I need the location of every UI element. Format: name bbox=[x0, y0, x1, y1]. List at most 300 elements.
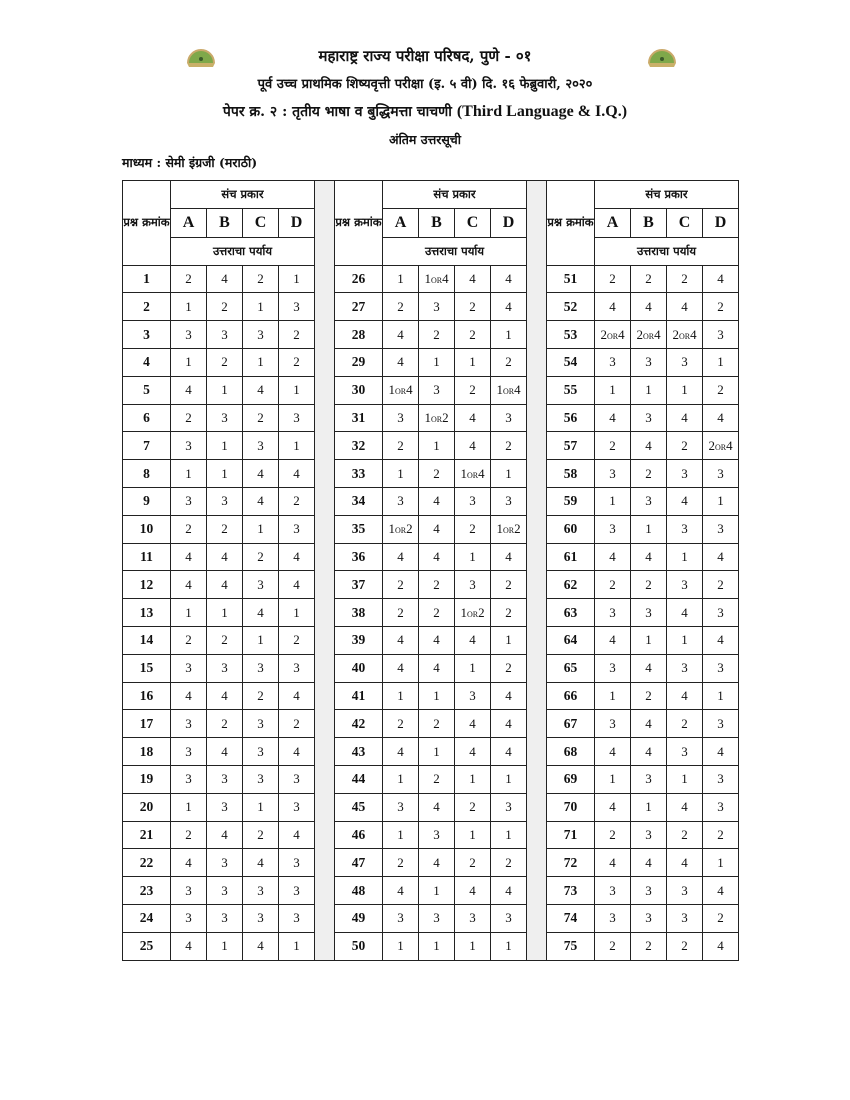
answer-set-a: 3 bbox=[383, 904, 419, 932]
answer-set-a: 2 bbox=[595, 265, 631, 293]
answer-set-a: 3 bbox=[171, 710, 207, 738]
answer-set-b: 1 bbox=[207, 599, 243, 627]
answer-set-d: 4 bbox=[279, 543, 315, 571]
answer-set-d: 3 bbox=[491, 404, 527, 432]
question-number: 3 bbox=[123, 321, 171, 349]
table-row bbox=[123, 932, 739, 960]
set-letter-d: D bbox=[703, 208, 739, 237]
answer-set-c: 1 bbox=[455, 932, 491, 960]
answer-set-a: 1 bbox=[171, 293, 207, 321]
answer-set-d: 4 bbox=[491, 543, 527, 571]
answer-set-a: 3 bbox=[595, 348, 631, 376]
question-number: 32 bbox=[335, 432, 383, 460]
question-number: 43 bbox=[335, 738, 383, 766]
answer-set-b: 2or4 bbox=[631, 321, 667, 349]
answer-set-c: 2 bbox=[243, 543, 279, 571]
answer-set-d: 4 bbox=[279, 460, 315, 488]
answer-set-c: 1 bbox=[243, 626, 279, 654]
answer-set-d: 4 bbox=[491, 682, 527, 710]
answer-set-d: 1 bbox=[703, 348, 739, 376]
set-letter-b: B bbox=[207, 208, 243, 237]
answer-set-b: 3 bbox=[631, 904, 667, 932]
answer-set-a: 4 bbox=[171, 376, 207, 404]
answer-set-b: 1 bbox=[419, 877, 455, 905]
answer-set-d: 2 bbox=[491, 571, 527, 599]
answer-set-b: 4 bbox=[419, 543, 455, 571]
answer-set-b: 4 bbox=[207, 738, 243, 766]
question-number: 49 bbox=[335, 904, 383, 932]
answer-set-c: 1 bbox=[455, 543, 491, 571]
answer-set-c: 3 bbox=[243, 571, 279, 599]
answer-set-a: 2 bbox=[171, 821, 207, 849]
answer-set-d: 4 bbox=[703, 543, 739, 571]
answer-set-c: 3 bbox=[243, 738, 279, 766]
or-separator: or bbox=[430, 412, 443, 425]
answer-set-b: 4 bbox=[631, 738, 667, 766]
answer-set-c: 2 bbox=[455, 849, 491, 877]
answer-set-a: 2 bbox=[383, 571, 419, 599]
answer-set-a: 4 bbox=[595, 404, 631, 432]
answer-set-d: 3 bbox=[703, 654, 739, 682]
table-row bbox=[123, 599, 739, 627]
answer-set-a: 3 bbox=[595, 515, 631, 543]
set-letter-a: A bbox=[595, 208, 631, 237]
question-number: 1 bbox=[123, 265, 171, 293]
table-row bbox=[123, 821, 739, 849]
question-number-header: प्रश्न क्रमांक bbox=[335, 181, 383, 266]
or-separator: or bbox=[714, 440, 727, 453]
answer-set-d: 4 bbox=[703, 932, 739, 960]
or-separator: or bbox=[430, 273, 443, 286]
question-number: 58 bbox=[547, 460, 595, 488]
answer-set-c: 2or4 bbox=[667, 321, 703, 349]
table-row bbox=[123, 460, 739, 488]
question-number: 42 bbox=[335, 710, 383, 738]
set-letter-d: D bbox=[279, 208, 315, 237]
answer-set-c: 4 bbox=[667, 599, 703, 627]
answer-set-c: 3 bbox=[667, 571, 703, 599]
answer-set-b: 1 bbox=[207, 432, 243, 460]
answer-set-a: 1 bbox=[383, 682, 419, 710]
table-row bbox=[123, 710, 739, 738]
question-number: 75 bbox=[547, 932, 595, 960]
answer-set-b: 1 bbox=[631, 376, 667, 404]
answer-set-c: 3 bbox=[667, 738, 703, 766]
answer-set-d: 3 bbox=[279, 515, 315, 543]
table-row bbox=[123, 543, 739, 571]
answer-set-d: 4 bbox=[491, 293, 527, 321]
answer-set-a: 3 bbox=[171, 432, 207, 460]
answer-set-c: 1 bbox=[455, 821, 491, 849]
or-separator: or bbox=[394, 524, 407, 537]
question-number: 55 bbox=[547, 376, 595, 404]
answer-option-header: उत्तराचा पर्याय bbox=[383, 237, 527, 265]
answer-set-b: 3 bbox=[631, 599, 667, 627]
question-number: 2 bbox=[123, 293, 171, 321]
question-number: 45 bbox=[335, 793, 383, 821]
answer-set-a: 4 bbox=[383, 348, 419, 376]
question-number: 15 bbox=[123, 654, 171, 682]
answer-set-c: 1 bbox=[243, 348, 279, 376]
answer-set-a: 2 bbox=[383, 849, 419, 877]
answer-set-a: 1or2 bbox=[383, 515, 419, 543]
or-separator: or bbox=[394, 385, 407, 398]
organization-title: महाराष्ट्र राज्य परीक्षा परिषद, पुणे - ०१ bbox=[318, 47, 532, 65]
medium-label: माध्यम : सेमी इंग्रजी (मराठी) bbox=[122, 155, 258, 170]
question-number: 61 bbox=[547, 543, 595, 571]
answer-set-a: 3 bbox=[383, 487, 419, 515]
question-number: 59 bbox=[547, 487, 595, 515]
answer-set-b: 3 bbox=[631, 877, 667, 905]
answer-set-b: 3 bbox=[419, 821, 455, 849]
question-number: 62 bbox=[547, 571, 595, 599]
answer-set-c: 1 bbox=[455, 765, 491, 793]
answer-set-c: 2 bbox=[455, 515, 491, 543]
question-number: 9 bbox=[123, 487, 171, 515]
answer-set-b: 4 bbox=[207, 543, 243, 571]
answer-set-c: 4 bbox=[667, 849, 703, 877]
answer-set-c: 1 bbox=[667, 376, 703, 404]
answer-set-b: 3 bbox=[207, 487, 243, 515]
answer-set-d: 4 bbox=[703, 404, 739, 432]
answer-set-d: 3 bbox=[279, 404, 315, 432]
answer-set-b: 3 bbox=[207, 321, 243, 349]
answer-set-d: 4 bbox=[491, 877, 527, 905]
answer-set-c: 3 bbox=[243, 765, 279, 793]
answer-set-b: 1 bbox=[419, 738, 455, 766]
table-row bbox=[123, 265, 739, 293]
question-number: 47 bbox=[335, 849, 383, 877]
question-number: 44 bbox=[335, 765, 383, 793]
answer-set-c: 4 bbox=[455, 626, 491, 654]
question-number: 73 bbox=[547, 877, 595, 905]
answer-set-b: 4 bbox=[207, 821, 243, 849]
answer-set-a: 4 bbox=[595, 293, 631, 321]
answer-set-c: 1or2 bbox=[455, 599, 491, 627]
question-number: 29 bbox=[335, 348, 383, 376]
question-number: 74 bbox=[547, 904, 595, 932]
paper-title-marathi: पेपर क्र. २ : तृतीय भाषा व बुद्धिमत्ता चाचणी bbox=[222, 104, 452, 120]
answer-set-d: 2 bbox=[279, 710, 315, 738]
question-number: 14 bbox=[123, 626, 171, 654]
answer-set-d: 3 bbox=[703, 460, 739, 488]
answer-set-a: 4 bbox=[383, 626, 419, 654]
question-number: 6 bbox=[123, 404, 171, 432]
answer-set-d: 3 bbox=[703, 599, 739, 627]
answer-set-d: 3 bbox=[279, 849, 315, 877]
question-number: 60 bbox=[547, 515, 595, 543]
answer-set-c: 3 bbox=[455, 571, 491, 599]
answer-set-b: 3 bbox=[207, 765, 243, 793]
question-number: 22 bbox=[123, 849, 171, 877]
answer-set-d: 3 bbox=[279, 793, 315, 821]
question-number: 48 bbox=[335, 877, 383, 905]
answer-set-d: 4 bbox=[491, 738, 527, 766]
answer-set-a: 1 bbox=[595, 765, 631, 793]
answer-set-b: 4 bbox=[631, 654, 667, 682]
question-number: 7 bbox=[123, 432, 171, 460]
question-number-header: प्रश्न क्रमांक bbox=[123, 181, 171, 266]
answer-set-b: 4 bbox=[419, 626, 455, 654]
answer-set-d: 4 bbox=[491, 710, 527, 738]
table-row bbox=[123, 404, 739, 432]
set-type-header: संच प्रकार bbox=[595, 181, 739, 209]
answer-set-c: 2 bbox=[667, 932, 703, 960]
set-type-header: संच प्रकार bbox=[171, 181, 315, 209]
answer-set-b: 1 bbox=[419, 932, 455, 960]
answer-set-b: 1 bbox=[207, 376, 243, 404]
answer-set-d: 2 bbox=[703, 293, 739, 321]
answer-set-a: 4 bbox=[383, 321, 419, 349]
answer-set-a: 2 bbox=[171, 404, 207, 432]
answer-set-a: 2or4 bbox=[595, 321, 631, 349]
answer-set-c: 1 bbox=[455, 348, 491, 376]
question-number: 24 bbox=[123, 904, 171, 932]
answer-set-c: 4 bbox=[455, 738, 491, 766]
answer-option-header: उत्तराचा पर्याय bbox=[595, 237, 739, 265]
answer-set-b: 4 bbox=[631, 293, 667, 321]
paper-title-english: (Third Language & I.Q.) bbox=[456, 103, 628, 120]
answer-set-c: 2 bbox=[243, 404, 279, 432]
question-number: 70 bbox=[547, 793, 595, 821]
question-number: 20 bbox=[123, 793, 171, 821]
question-number: 28 bbox=[335, 321, 383, 349]
question-number: 64 bbox=[547, 626, 595, 654]
or-separator: or bbox=[678, 329, 691, 342]
answer-set-d: 1 bbox=[279, 599, 315, 627]
answer-set-a: 4 bbox=[171, 571, 207, 599]
table-row bbox=[123, 793, 739, 821]
answer-set-c: 4 bbox=[455, 877, 491, 905]
answer-set-c: 2 bbox=[243, 821, 279, 849]
answer-set-b: 2 bbox=[419, 599, 455, 627]
question-number: 17 bbox=[123, 710, 171, 738]
answer-set-b: 3 bbox=[207, 654, 243, 682]
answer-set-b: 1or2 bbox=[419, 404, 455, 432]
header-row-set-letters bbox=[123, 208, 739, 237]
set-letter-d: D bbox=[491, 208, 527, 237]
answer-set-c: 2 bbox=[455, 321, 491, 349]
answer-set-b: 4 bbox=[419, 793, 455, 821]
answer-set-d: 3 bbox=[491, 487, 527, 515]
answer-set-d: 2 bbox=[279, 626, 315, 654]
answer-set-c: 4 bbox=[243, 460, 279, 488]
answer-set-b: 2 bbox=[419, 710, 455, 738]
answer-set-d: 4 bbox=[279, 821, 315, 849]
answer-set-a: 3 bbox=[171, 765, 207, 793]
question-number: 8 bbox=[123, 460, 171, 488]
answer-set-b: 1 bbox=[419, 682, 455, 710]
set-letter-a: A bbox=[171, 208, 207, 237]
answer-set-c: 3 bbox=[667, 460, 703, 488]
question-number: 26 bbox=[335, 265, 383, 293]
paper-title bbox=[0, 102, 850, 121]
answer-set-a: 1 bbox=[171, 460, 207, 488]
question-number: 57 bbox=[547, 432, 595, 460]
answer-set-d: 3 bbox=[703, 515, 739, 543]
answer-set-b: 3 bbox=[207, 877, 243, 905]
answer-set-d: 1 bbox=[491, 932, 527, 960]
answer-set-d: 2 bbox=[703, 571, 739, 599]
answer-set-c: 2 bbox=[455, 293, 491, 321]
question-number: 72 bbox=[547, 849, 595, 877]
answer-set-c: 3 bbox=[243, 432, 279, 460]
answer-set-d: 4 bbox=[703, 877, 739, 905]
answer-set-d: 4 bbox=[279, 571, 315, 599]
answer-set-c: 4 bbox=[667, 293, 703, 321]
set-letter-b: B bbox=[631, 208, 667, 237]
answer-set-d: 1 bbox=[703, 682, 739, 710]
question-number: 33 bbox=[335, 460, 383, 488]
answer-set-d: 2 bbox=[279, 321, 315, 349]
set-letter-c: C bbox=[455, 208, 491, 237]
answer-set-b: 1 bbox=[207, 932, 243, 960]
answer-set-b: 3 bbox=[631, 821, 667, 849]
question-number: 46 bbox=[335, 821, 383, 849]
question-number: 50 bbox=[335, 932, 383, 960]
answer-set-b: 4 bbox=[419, 487, 455, 515]
answer-set-a: 3 bbox=[595, 460, 631, 488]
answer-set-b: 1 bbox=[631, 793, 667, 821]
answer-set-b: 2 bbox=[631, 571, 667, 599]
table-row bbox=[123, 321, 739, 349]
question-number: 35 bbox=[335, 515, 383, 543]
answer-set-a: 3 bbox=[383, 404, 419, 432]
answer-set-d: 1 bbox=[491, 821, 527, 849]
question-number: 67 bbox=[547, 710, 595, 738]
answer-set-c: 3 bbox=[243, 710, 279, 738]
answer-set-d: 3 bbox=[279, 765, 315, 793]
question-number: 53 bbox=[547, 321, 595, 349]
header-row-set-type bbox=[123, 181, 739, 209]
answer-set-a: 3 bbox=[171, 321, 207, 349]
table-row bbox=[123, 682, 739, 710]
answer-set-b: 3 bbox=[631, 404, 667, 432]
answer-set-c: 1or4 bbox=[455, 460, 491, 488]
answer-set-c: 3 bbox=[243, 654, 279, 682]
answer-set-d: 4 bbox=[279, 682, 315, 710]
set-letter-a: A bbox=[383, 208, 419, 237]
answer-set-d: 1or4 bbox=[491, 376, 527, 404]
answer-set-a: 1 bbox=[383, 821, 419, 849]
answer-set-d: 4 bbox=[279, 738, 315, 766]
table-row bbox=[123, 765, 739, 793]
answer-set-b: 2 bbox=[207, 710, 243, 738]
answer-set-c: 3 bbox=[243, 877, 279, 905]
answer-set-b: 4 bbox=[207, 571, 243, 599]
answer-set-b: 3 bbox=[419, 376, 455, 404]
question-number: 52 bbox=[547, 293, 595, 321]
answer-set-a: 4 bbox=[171, 932, 207, 960]
answer-set-a: 4 bbox=[383, 654, 419, 682]
question-number: 37 bbox=[335, 571, 383, 599]
question-number: 12 bbox=[123, 571, 171, 599]
answer-set-d: 4 bbox=[703, 626, 739, 654]
answer-set-c: 4 bbox=[455, 404, 491, 432]
question-number: 13 bbox=[123, 599, 171, 627]
answer-set-d: 2 bbox=[491, 432, 527, 460]
answer-set-b: 2 bbox=[631, 932, 667, 960]
answer-set-a: 2 bbox=[595, 571, 631, 599]
header-row-answer-option bbox=[123, 237, 739, 265]
answer-set-c: 3 bbox=[667, 515, 703, 543]
answer-set-a: 4 bbox=[171, 543, 207, 571]
answer-set-b: 2 bbox=[419, 460, 455, 488]
answer-set-a: 4 bbox=[383, 738, 419, 766]
answer-set-a: 1 bbox=[171, 348, 207, 376]
answer-set-a: 1or4 bbox=[383, 376, 419, 404]
answer-set-c: 3 bbox=[455, 487, 491, 515]
answer-set-a: 2 bbox=[595, 821, 631, 849]
answer-set-b: 1 bbox=[631, 515, 667, 543]
answer-set-d: 4 bbox=[491, 265, 527, 293]
question-number: 66 bbox=[547, 682, 595, 710]
answer-set-d: 1 bbox=[491, 626, 527, 654]
answer-set-a: 2 bbox=[383, 432, 419, 460]
answer-set-a: 2 bbox=[383, 599, 419, 627]
answer-set-b: 3 bbox=[419, 293, 455, 321]
answer-set-c: 4 bbox=[243, 932, 279, 960]
answer-set-a: 3 bbox=[595, 904, 631, 932]
answer-set-d: 3 bbox=[279, 654, 315, 682]
answer-set-c: 2 bbox=[455, 793, 491, 821]
answer-set-a: 3 bbox=[595, 877, 631, 905]
exam-title: पूर्व उच्च प्राथमिक शिष्यवृत्ती परीक्षा (इ. ५ वी) दि. १६ फेब्रुवारी, २०२० bbox=[257, 77, 593, 92]
answer-set-c: 1 bbox=[455, 654, 491, 682]
answer-set-d: 3 bbox=[279, 293, 315, 321]
answer-set-d: 3 bbox=[703, 765, 739, 793]
column-separator bbox=[527, 181, 547, 961]
answer-set-b: 2 bbox=[631, 460, 667, 488]
table-row bbox=[123, 348, 739, 376]
table-row bbox=[123, 849, 739, 877]
question-number: 38 bbox=[335, 599, 383, 627]
table-row bbox=[123, 376, 739, 404]
answer-set-a: 3 bbox=[171, 904, 207, 932]
answer-set-b: 1 bbox=[419, 432, 455, 460]
answer-set-b: 2 bbox=[207, 348, 243, 376]
answer-set-b: 4 bbox=[631, 432, 667, 460]
answer-set-d: 1 bbox=[279, 432, 315, 460]
answer-set-a: 2 bbox=[595, 432, 631, 460]
answer-set-a: 4 bbox=[595, 738, 631, 766]
answer-set-a: 3 bbox=[171, 738, 207, 766]
answer-set-b: 3 bbox=[207, 904, 243, 932]
answer-set-c: 3 bbox=[455, 682, 491, 710]
answer-set-c: 1 bbox=[243, 515, 279, 543]
answer-set-a: 4 bbox=[171, 682, 207, 710]
answer-set-a: 2 bbox=[383, 710, 419, 738]
answer-set-a: 4 bbox=[171, 849, 207, 877]
answer-set-a: 3 bbox=[595, 654, 631, 682]
question-number: 11 bbox=[123, 543, 171, 571]
question-number: 25 bbox=[123, 932, 171, 960]
answer-set-c: 1 bbox=[243, 793, 279, 821]
or-separator: or bbox=[642, 329, 655, 342]
question-number: 39 bbox=[335, 626, 383, 654]
answer-key-table bbox=[122, 180, 739, 961]
answer-set-b: 1 bbox=[419, 348, 455, 376]
answer-set-a: 3 bbox=[595, 710, 631, 738]
answer-set-b: 4 bbox=[419, 849, 455, 877]
answer-set-d: 2 bbox=[491, 654, 527, 682]
answer-set-c: 3 bbox=[243, 321, 279, 349]
answer-set-a: 4 bbox=[595, 849, 631, 877]
answer-set-c: 4 bbox=[455, 432, 491, 460]
answer-set-a: 3 bbox=[171, 654, 207, 682]
answer-set-d: 2 bbox=[703, 821, 739, 849]
answer-set-c: 3 bbox=[667, 904, 703, 932]
